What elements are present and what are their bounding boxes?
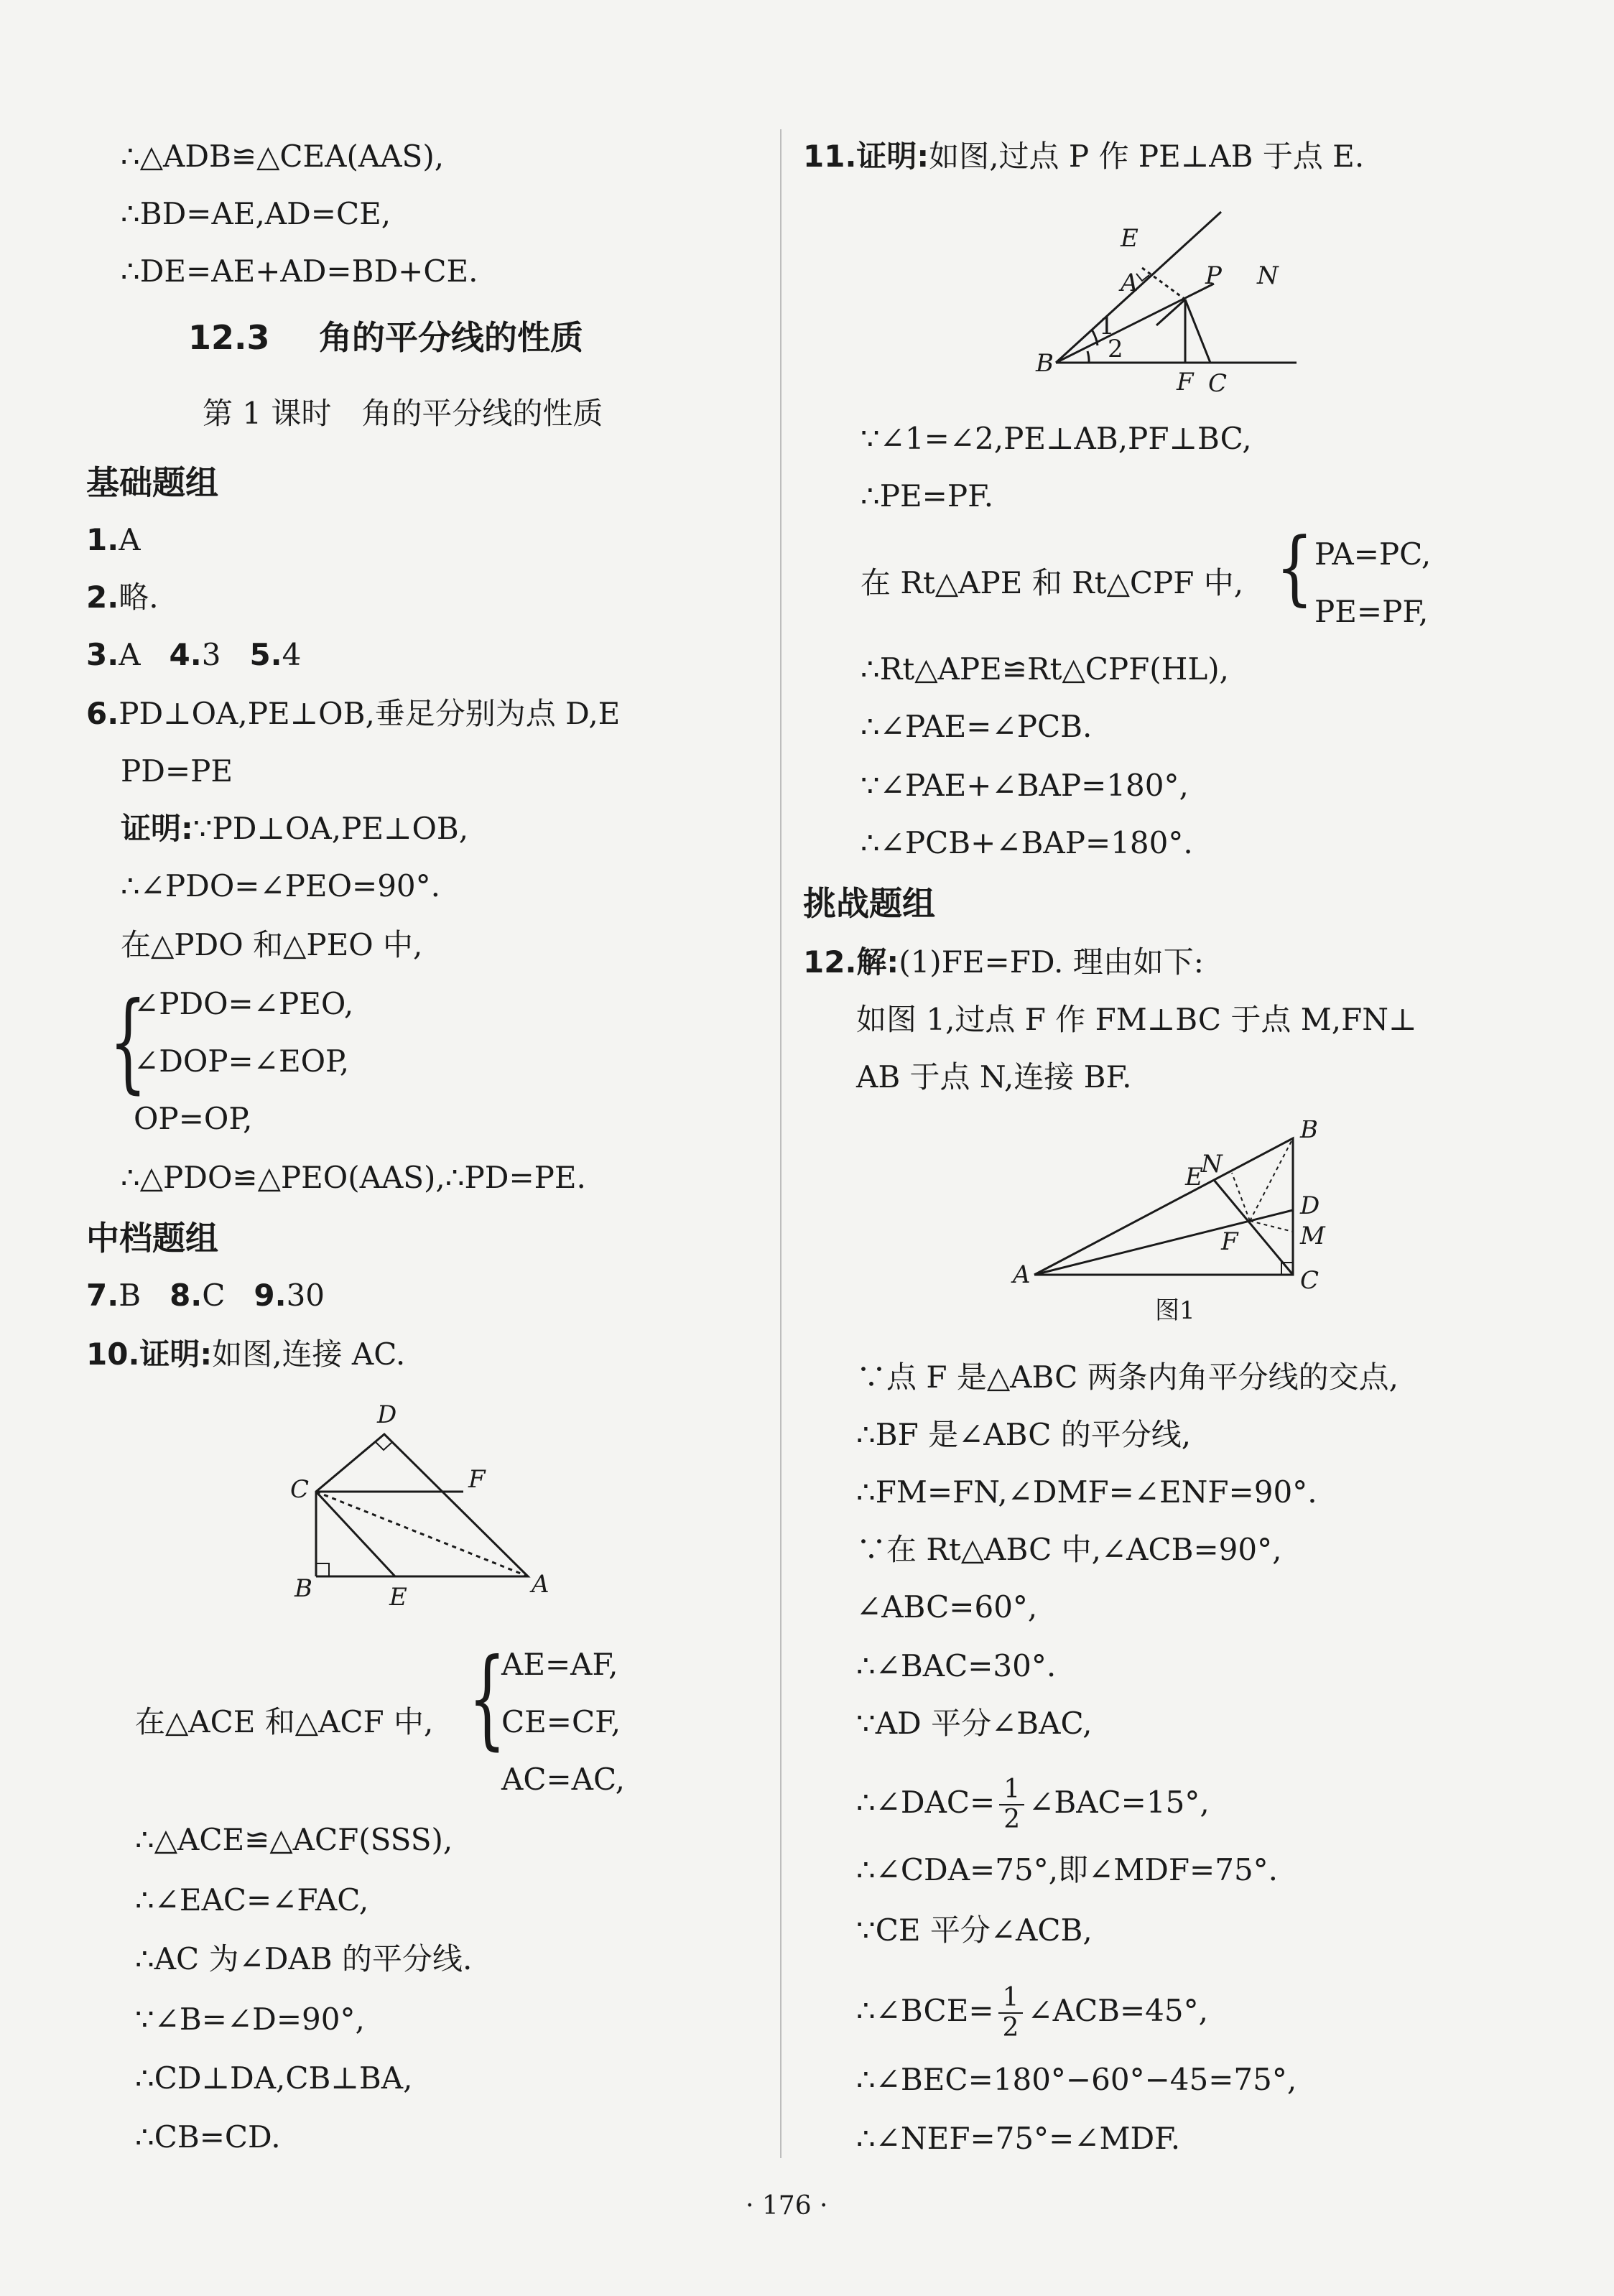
text-line: ∴BF 是∠ABC 的平分线, [856,1417,1192,1452]
text-line: AB 于点 N,连接 BF. [856,1059,1132,1094]
question-number: 7. [86,1278,119,1313]
text-line: OP=OP, [134,1101,253,1136]
label-b: B [1036,349,1054,378]
text-part: ∠BAC=15°, [1029,1785,1210,1820]
text-line-fraction [856,1976,1208,2045]
answer-12 [803,942,1204,982]
label-angle-1: 1 [1099,312,1115,340]
label-a: A [1013,1260,1031,1289]
left-brace: { [1276,521,1314,615]
answer-text: 4 [282,637,302,672]
left-brace: { [468,1636,506,1761]
fraction-one-half [999,1775,1024,1834]
text-line: ∴BD=AE,AD=CE, [121,196,391,231]
angle-arc-2 [1087,351,1089,363]
question-number: 1. [86,522,119,557]
answer-text: PD⊥OA,PE⊥OB,垂足分别为点 D,E [119,696,621,731]
label-angle-2: 2 [1108,335,1123,363]
question-number: 12. [803,944,857,980]
label-m: M [1300,1222,1325,1250]
segment-ac-dashed [316,1492,528,1576]
right-angle-b [316,1563,329,1576]
label-f: F [468,1465,486,1494]
fraction-denominator: 2 [1003,1805,1021,1834]
group-heading-basic: 基础题组 [86,463,218,502]
text-line: ∴CD⊥DA,CB⊥BA, [135,2060,413,2096]
text-part: ∴∠BCE= [856,1993,994,2028]
proof-text: ∵PD⊥OA,PE⊥OB, [193,811,469,846]
text-line: ∴Rt△APE≌Rt△CPF(HL), [861,651,1229,687]
label-d: D [1300,1191,1320,1220]
answer-text: (1)FE=FD. 理由如下: [899,944,1204,980]
answer-text: C [202,1278,226,1313]
label-f: F [1177,368,1194,396]
text-line: ∵∠1=∠2,PE⊥AB,PF⊥BC, [861,421,1252,456]
proof-label: 证明: [121,811,193,846]
text-line: ∴CB=CD. [135,2119,281,2155]
page-number: · 176 · [746,2191,828,2221]
label-a: A [532,1570,549,1599]
text-line [121,809,468,849]
text-line: PA=PC, [1314,536,1432,572]
text-line: ∵点 F 是△ABC 两条内角平分线的交点, [856,1360,1399,1395]
text-line: ∴∠PAE=∠PCB. [861,709,1093,744]
question-number: 3. [86,637,119,672]
question-number: 4. [169,637,202,672]
text-line: 在△ACE 和△ACF 中, [135,1704,434,1739]
fraction-numerator: 1 [998,1984,1024,2014]
text-line: AC=AC, [501,1762,625,1797]
text-line: 在 Rt△APE 和 Rt△CPF 中, [861,565,1244,600]
label-n: N [1201,1150,1223,1179]
text-line: ∴PE=PF. [861,478,994,513]
text-line-fraction [856,1768,1210,1837]
answer-text: 30 [286,1278,325,1313]
answer-10 [86,1334,405,1375]
text-line: 如图 1,过点 F 作 FM⊥BC 于点 M,FN⊥ [856,1002,1417,1037]
text-line: ∵∠B=∠D=90°, [135,2002,365,2037]
text-part: ∠ACB=45°, [1027,1993,1208,2028]
text-line: ∠ABC=60°, [856,1589,1038,1625]
answer-text: 3 [201,637,221,672]
fraction-numerator: 1 [999,1775,1024,1805]
answer-2 [86,577,159,618]
text-line: ∴∠PCB+∠BAP=180°. [861,825,1193,860]
section-title: 角的平分线的性质 [319,318,583,357]
text-line: AE=AF, [501,1647,618,1682]
fraction-denominator: 2 [1002,2013,1019,2042]
answer-11 [803,136,1364,177]
text-line: ∴△PDO≌△PEO(AAS),∴PD=PE. [121,1160,586,1195]
segment-pc [1185,299,1210,363]
label-e: E [1185,1163,1203,1191]
text-line: ∴△ADB≌△CEA(AAS), [121,139,445,174]
text-line: ∠PDO=∠PEO, [134,986,354,1021]
question-number: 5. [249,637,282,672]
label-b: B [294,1574,312,1603]
triangle-abc [1034,1138,1293,1275]
label-f: F [1221,1227,1238,1256]
lesson-title: 第 1 课时 角的平分线的性质 [203,396,603,431]
figure-q12 [1006,1120,1350,1336]
text-line: ∴∠EAC=∠FAC, [135,1882,369,1918]
label-c: C [1208,369,1228,398]
text-line: ∵∠PAE+∠BAP=180°, [861,768,1189,803]
text-line: ∴△ACE≌△ACF(SSS), [135,1822,453,1857]
text-line: PD=PE [121,753,233,789]
text-line: ∵在 Rt△ABC 中,∠ACB=90°, [856,1532,1282,1567]
group-heading-challenge: 挑战题组 [803,884,935,923]
label-a: A [1121,269,1138,297]
answer-text: 如图,过点 P 作 PE⊥AB 于点 E. [929,139,1365,174]
text-line: ∴∠PDO=∠PEO=90°. [121,868,440,903]
answer-text: 如图,连接 AC. [212,1337,406,1372]
text-part: ∴∠DAC= [856,1785,996,1820]
question-number: 8. [170,1278,203,1313]
question-number: 10. [86,1337,140,1372]
figure-caption: 图1 [1155,1296,1195,1325]
text-line: ∴AC 为∠DAB 的平分线. [135,1941,473,1976]
text-line: ∴FM=FN,∠DMF=∠ENF=90°. [856,1474,1317,1510]
answer-6 [86,694,620,734]
text-line: 在△PDO 和△PEO 中, [121,927,423,962]
answers-7-9 [86,1275,325,1316]
ray-ba [1056,212,1221,363]
question-number: 6. [86,696,119,731]
fraction-one-half [998,1984,1024,2042]
proof-label: 证明: [856,139,929,174]
text-line: PE=PF, [1314,594,1429,629]
proof-label: 证明: [139,1337,213,1372]
text-line: ∴∠BAC=30°. [856,1648,1057,1683]
text-line: CE=CF, [501,1704,621,1739]
right-angle-d [375,1441,392,1450]
answer-text: A [119,522,141,557]
solution-label: 解: [856,944,899,980]
label-e: E [389,1583,407,1612]
answers-3-5 [86,635,301,675]
answer-text: 略. [119,580,159,615]
section-number: 12.3 [188,318,270,357]
label-p: P [1205,261,1222,290]
label-c: C [1300,1266,1320,1295]
answer-text: A [119,637,141,672]
label-e: E [1121,224,1138,253]
figure-q11 [1020,205,1307,399]
label-c: C [290,1475,310,1504]
segment-pe-dashed [1142,268,1185,299]
text-line: ∠DOP=∠EOP, [134,1044,350,1079]
label-d: D [377,1404,397,1429]
column-divider [780,129,782,2158]
text-line: ∴∠NEF=75°=∠MDF. [856,2121,1181,2156]
answer-text: B [119,1278,142,1313]
segment-ad [1034,1210,1293,1275]
segment-ap [1156,299,1185,325]
label-n: N [1257,261,1279,290]
question-number: 2. [86,580,119,615]
left-brace: { [109,980,147,1105]
label-b: B [1300,1120,1318,1144]
text-line: ∵CE 平分∠ACB, [856,1912,1093,1948]
figure-q10 [280,1404,567,1612]
answer-1 [86,520,141,560]
text-line: ∴∠BEC=180°−60°−45=75°, [856,2062,1297,2097]
group-heading-mid: 中档题组 [86,1219,218,1258]
question-number: 9. [254,1278,287,1313]
text-line: ∴DE=AE+AD=BD+CE. [121,254,478,289]
text-line: ∵AD 平分∠BAC, [856,1706,1093,1741]
question-number: 11. [803,139,857,174]
text-line: ∴∠CDA=75°,即∠MDF=75°. [856,1852,1279,1887]
